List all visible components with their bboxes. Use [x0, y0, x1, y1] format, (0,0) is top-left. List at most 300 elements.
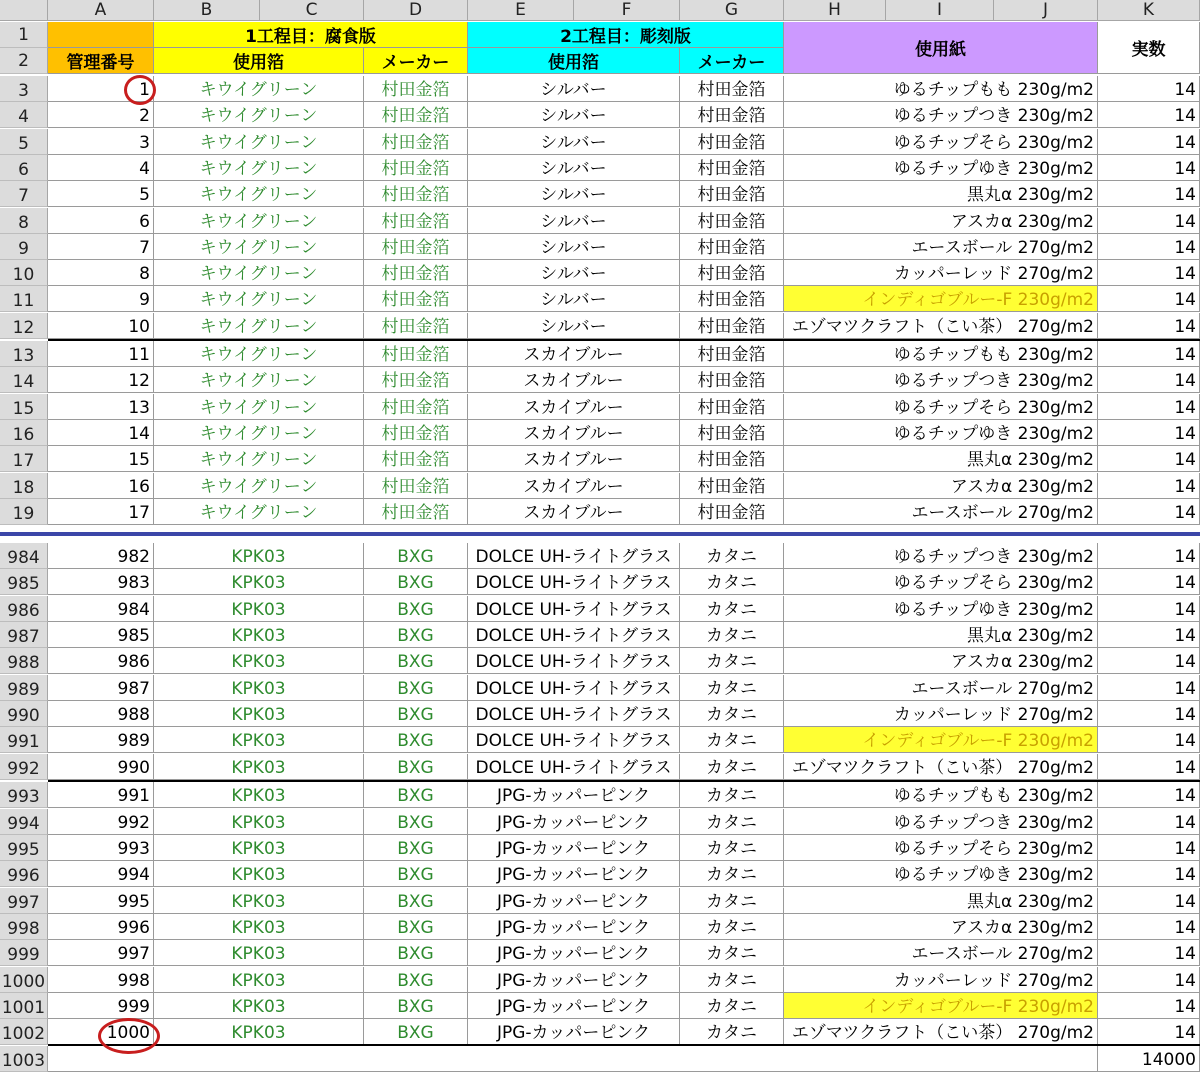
foil2-cell[interactable]: JPG-カッパーピンク — [468, 861, 680, 887]
foil1-cell[interactable]: キウイグリーン — [154, 260, 364, 286]
maker2-cell[interactable]: 村田金箔 — [680, 76, 784, 102]
paper-cell[interactable]: エースボール 270g/m2 — [784, 675, 1098, 701]
foil1-cell[interactable]: キウイグリーン — [154, 129, 364, 155]
foil1-cell[interactable]: キウイグリーン — [154, 367, 364, 393]
paper-cell[interactable]: エゾマツクラフト（こい茶） 270g/m2 — [784, 754, 1098, 780]
paper-cell[interactable]: ゆるチップもも 230g/m2 — [784, 76, 1098, 102]
row-header[interactable]: 991 — [0, 727, 48, 753]
paper-cell[interactable]: ゆるチップつき 230g/m2 — [784, 543, 1098, 569]
maker1-cell[interactable]: 村田金箔 — [364, 394, 468, 420]
maker2-cell[interactable]: カタニ — [680, 861, 784, 887]
foil2-cell[interactable]: JPG-カッパーピンク — [468, 835, 680, 861]
foil1-cell[interactable]: KPK03 — [154, 888, 364, 914]
qty-cell[interactable]: 14 — [1098, 782, 1200, 808]
qty-cell[interactable]: 14 — [1098, 648, 1200, 674]
maker1-cell[interactable]: 村田金箔 — [364, 129, 468, 155]
row-header[interactable]: 1000 — [0, 967, 48, 993]
row-header[interactable]: 995 — [0, 835, 48, 861]
row-header[interactable]: 987 — [0, 622, 48, 648]
foil2-cell[interactable]: シルバー — [468, 260, 680, 286]
row-header[interactable]: 18 — [0, 473, 48, 499]
row-header[interactable]: 1002 — [0, 1019, 48, 1045]
row-header[interactable]: 4 — [0, 102, 48, 128]
qty-cell[interactable]: 14 — [1098, 286, 1200, 312]
qty-cell[interactable]: 14 — [1098, 260, 1200, 286]
paper-cell[interactable]: ゆるチップゆき 230g/m2 — [784, 420, 1098, 446]
paper-cell[interactable]: カッパーレッド 270g/m2 — [784, 701, 1098, 727]
row-header[interactable]: 990 — [0, 701, 48, 727]
qty-cell[interactable]: 14 — [1098, 967, 1200, 993]
mgmt-no-cell[interactable]: 991 — [48, 782, 154, 808]
mgmt-no-cell[interactable]: 5 — [48, 181, 154, 207]
header-paper[interactable]: 使用紙 — [784, 22, 1098, 74]
maker1-cell[interactable]: BXG — [364, 1019, 468, 1045]
foil2-cell[interactable]: シルバー — [468, 234, 680, 260]
maker1-cell[interactable]: BXG — [364, 569, 468, 595]
maker1-cell[interactable]: BXG — [364, 782, 468, 808]
foil1-cell[interactable]: KPK03 — [154, 622, 364, 648]
mgmt-no-cell[interactable]: 993 — [48, 835, 154, 861]
row-header[interactable]: 989 — [0, 675, 48, 701]
foil1-cell[interactable]: キウイグリーン — [154, 446, 364, 472]
mgmt-no-cell[interactable]: 6 — [48, 208, 154, 234]
maker2-cell[interactable]: 村田金箔 — [680, 234, 784, 260]
paper-cell[interactable]: エースボール 270g/m2 — [784, 940, 1098, 966]
maker2-cell[interactable]: カタニ — [680, 993, 784, 1019]
maker1-cell[interactable]: BXG — [364, 967, 468, 993]
foil1-cell[interactable]: キウイグリーン — [154, 473, 364, 499]
maker1-cell[interactable]: BXG — [364, 940, 468, 966]
row-header[interactable]: 1 — [0, 22, 48, 48]
qty-cell[interactable]: 14 — [1098, 446, 1200, 472]
maker1-cell[interactable]: BXG — [364, 648, 468, 674]
paper-cell[interactable]: インディゴブルー-F 230g/m2 — [784, 286, 1098, 312]
qty-cell[interactable]: 14 — [1098, 102, 1200, 128]
foil1-cell[interactable]: KPK03 — [154, 727, 364, 753]
maker2-cell[interactable]: カタニ — [680, 940, 784, 966]
select-all-corner[interactable] — [0, 0, 48, 21]
row-header[interactable]: 17 — [0, 446, 48, 472]
maker1-cell[interactable]: BXG — [364, 861, 468, 887]
column-header-d[interactable]: D — [364, 0, 468, 21]
mgmt-no-cell[interactable]: 2 — [48, 102, 154, 128]
maker2-cell[interactable]: カタニ — [680, 835, 784, 861]
row-header[interactable]: 12 — [0, 313, 48, 339]
foil1-cell[interactable]: KPK03 — [154, 967, 364, 993]
maker2-cell[interactable]: 村田金箔 — [680, 155, 784, 181]
foil1-cell[interactable]: キウイグリーン — [154, 420, 364, 446]
mgmt-no-cell[interactable]: 999 — [48, 993, 154, 1019]
foil1-cell[interactable]: キウイグリーン — [154, 499, 364, 525]
qty-cell[interactable]: 14 — [1098, 76, 1200, 102]
mgmt-no-cell[interactable]: 1000 — [48, 1019, 154, 1045]
mgmt-no-cell[interactable]: 9 — [48, 286, 154, 312]
foil1-cell[interactable]: KPK03 — [154, 754, 364, 780]
column-header-i[interactable]: I — [886, 0, 994, 21]
paper-cell[interactable]: 黒丸α 230g/m2 — [784, 446, 1098, 472]
paper-cell[interactable]: エゾマツクラフト（こい茶） 270g/m2 — [784, 1019, 1098, 1045]
paper-cell[interactable]: ゆるチップつき 230g/m2 — [784, 367, 1098, 393]
maker1-cell[interactable]: BXG — [364, 727, 468, 753]
row-header[interactable]: 8 — [0, 208, 48, 234]
qty-cell[interactable]: 14 — [1098, 675, 1200, 701]
mgmt-no-cell[interactable]: 990 — [48, 754, 154, 780]
row-header[interactable]: 988 — [0, 648, 48, 674]
paper-cell[interactable]: カッパーレッド 270g/m2 — [784, 260, 1098, 286]
foil2-cell[interactable]: DOLCE UH-ライトグラス — [468, 727, 680, 753]
maker2-cell[interactable]: 村田金箔 — [680, 313, 784, 339]
row-header[interactable]: 11 — [0, 286, 48, 312]
row-header[interactable]: 986 — [0, 596, 48, 622]
paper-cell[interactable]: アスカα 230g/m2 — [784, 473, 1098, 499]
foil2-cell[interactable]: シルバー — [468, 286, 680, 312]
maker1-cell[interactable]: 村田金箔 — [364, 420, 468, 446]
maker2-cell[interactable]: カタニ — [680, 888, 784, 914]
maker1-cell[interactable]: 村田金箔 — [364, 499, 468, 525]
row-header[interactable]: 14 — [0, 367, 48, 393]
foil1-cell[interactable]: キウイグリーン — [154, 394, 364, 420]
row-header[interactable]: 10 — [0, 260, 48, 286]
qty-cell[interactable]: 14 — [1098, 914, 1200, 940]
qty-cell[interactable]: 14 — [1098, 473, 1200, 499]
mgmt-no-cell[interactable]: 3 — [48, 129, 154, 155]
mgmt-no-cell[interactable]: 997 — [48, 940, 154, 966]
mgmt-no-cell[interactable]: 983 — [48, 569, 154, 595]
foil1-cell[interactable]: キウイグリーン — [154, 76, 364, 102]
maker1-cell[interactable]: 村田金箔 — [364, 76, 468, 102]
maker1-cell[interactable]: BXG — [364, 835, 468, 861]
foil2-cell[interactable]: DOLCE UH-ライトグラス — [468, 648, 680, 674]
foil1-cell[interactable]: キウイグリーン — [154, 208, 364, 234]
maker2-cell[interactable]: 村田金箔 — [680, 420, 784, 446]
foil1-cell[interactable]: KPK03 — [154, 993, 364, 1019]
maker1-cell[interactable]: BXG — [364, 809, 468, 835]
qty-cell[interactable]: 14 — [1098, 835, 1200, 861]
foil2-cell[interactable]: シルバー — [468, 155, 680, 181]
row-header[interactable]: 19 — [0, 499, 48, 525]
qty-cell[interactable]: 14 — [1098, 940, 1200, 966]
paper-cell[interactable]: ゆるチップそら 230g/m2 — [784, 394, 1098, 420]
mgmt-no-cell[interactable]: 987 — [48, 675, 154, 701]
freeze-pane-split-bar[interactable] — [0, 532, 1200, 536]
maker1-cell[interactable]: BXG — [364, 914, 468, 940]
foil1-cell[interactable]: キウイグリーン — [154, 313, 364, 339]
foil1-cell[interactable]: キウイグリーン — [154, 181, 364, 207]
foil2-cell[interactable]: スカイブルー — [468, 420, 680, 446]
qty-cell[interactable]: 14 — [1098, 181, 1200, 207]
foil1-cell[interactable]: KPK03 — [154, 809, 364, 835]
foil2-cell[interactable]: JPG-カッパーピンク — [468, 993, 680, 1019]
mgmt-no-cell[interactable]: 13 — [48, 394, 154, 420]
qty-cell[interactable]: 14 — [1098, 367, 1200, 393]
foil2-cell[interactable]: DOLCE UH-ライトグラス — [468, 675, 680, 701]
paper-cell[interactable]: ゆるチップゆき 230g/m2 — [784, 155, 1098, 181]
mgmt-no-cell[interactable]: 8 — [48, 260, 154, 286]
maker2-cell[interactable]: カタニ — [680, 782, 784, 808]
qty-cell[interactable]: 14 — [1098, 129, 1200, 155]
foil2-cell[interactable]: スカイブルー — [468, 367, 680, 393]
row-header[interactable]: 984 — [0, 543, 48, 569]
row-header[interactable]: 3 — [0, 76, 48, 102]
maker1-cell[interactable]: BXG — [364, 543, 468, 569]
paper-cell[interactable]: ゆるチップゆき 230g/m2 — [784, 596, 1098, 622]
foil2-cell[interactable]: DOLCE UH-ライトグラス — [468, 569, 680, 595]
qty-cell[interactable]: 14 — [1098, 754, 1200, 780]
paper-cell[interactable]: ゆるチップもも 230g/m2 — [784, 341, 1098, 367]
foil2-cell[interactable]: DOLCE UH-ライトグラス — [468, 754, 680, 780]
header-process2[interactable]: 2工程目：彫刻版 — [468, 22, 784, 48]
paper-cell[interactable]: エースボール 270g/m2 — [784, 499, 1098, 525]
foil2-cell[interactable]: DOLCE UH-ライトグラス — [468, 701, 680, 727]
mgmt-no-cell[interactable]: 984 — [48, 596, 154, 622]
mgmt-no-cell[interactable]: 15 — [48, 446, 154, 472]
row-header[interactable]: 992 — [0, 754, 48, 780]
maker2-cell[interactable]: 村田金箔 — [680, 102, 784, 128]
foil2-cell[interactable]: JPG-カッパーピンク — [468, 782, 680, 808]
foil1-cell[interactable]: KPK03 — [154, 596, 364, 622]
qty-cell[interactable]: 14 — [1098, 569, 1200, 595]
total-qty-cell[interactable]: 14000 — [1098, 1046, 1200, 1072]
qty-cell[interactable]: 14 — [1098, 861, 1200, 887]
header-foil1[interactable]: 使用箔 — [154, 48, 364, 74]
row-header[interactable]: 994 — [0, 809, 48, 835]
row-header[interactable]: 13 — [0, 341, 48, 367]
paper-cell[interactable]: ゆるチップそら 230g/m2 — [784, 129, 1098, 155]
qty-cell[interactable]: 14 — [1098, 155, 1200, 181]
foil1-cell[interactable]: キウイグリーン — [154, 286, 364, 312]
header-maker1[interactable]: メーカー — [364, 48, 468, 74]
header-maker2[interactable]: メーカー — [680, 48, 784, 74]
mgmt-no-cell[interactable]: 1 — [48, 76, 154, 102]
foil2-cell[interactable]: JPG-カッパーピンク — [468, 914, 680, 940]
qty-cell[interactable]: 14 — [1098, 1019, 1200, 1045]
header-cell-blank[interactable] — [48, 22, 154, 48]
maker1-cell[interactable]: 村田金箔 — [364, 286, 468, 312]
qty-cell[interactable]: 14 — [1098, 420, 1200, 446]
paper-cell[interactable]: ゆるチップもも 230g/m2 — [784, 782, 1098, 808]
maker1-cell[interactable]: 村田金箔 — [364, 367, 468, 393]
maker1-cell[interactable]: 村田金箔 — [364, 341, 468, 367]
paper-cell[interactable]: ゆるチップつき 230g/m2 — [784, 102, 1098, 128]
maker2-cell[interactable]: カタニ — [680, 1019, 784, 1045]
maker2-cell[interactable]: カタニ — [680, 648, 784, 674]
row-header[interactable]: 999 — [0, 940, 48, 966]
mgmt-no-cell[interactable]: 7 — [48, 234, 154, 260]
column-header-k[interactable]: K — [1098, 0, 1200, 21]
paper-cell[interactable]: 黒丸α 230g/m2 — [784, 622, 1098, 648]
row-header[interactable]: 997 — [0, 888, 48, 914]
foil2-cell[interactable]: DOLCE UH-ライトグラス — [468, 596, 680, 622]
maker2-cell[interactable]: 村田金箔 — [680, 367, 784, 393]
paper-cell[interactable]: アスカα 230g/m2 — [784, 208, 1098, 234]
maker2-cell[interactable]: 村田金箔 — [680, 286, 784, 312]
maker2-cell[interactable]: カタニ — [680, 675, 784, 701]
foil2-cell[interactable]: シルバー — [468, 208, 680, 234]
column-header-c[interactable]: C — [260, 0, 364, 21]
foil1-cell[interactable]: KPK03 — [154, 1019, 364, 1045]
foil2-cell[interactable]: スカイブルー — [468, 341, 680, 367]
foil1-cell[interactable]: KPK03 — [154, 675, 364, 701]
column-header-j[interactable]: J — [994, 0, 1098, 21]
maker1-cell[interactable]: 村田金箔 — [364, 102, 468, 128]
foil2-cell[interactable]: JPG-カッパーピンク — [468, 809, 680, 835]
maker1-cell[interactable]: BXG — [364, 701, 468, 727]
foil2-cell[interactable]: JPG-カッパーピンク — [468, 888, 680, 914]
maker2-cell[interactable]: カタニ — [680, 809, 784, 835]
qty-cell[interactable]: 14 — [1098, 701, 1200, 727]
foil2-cell[interactable]: スカイブルー — [468, 499, 680, 525]
row-header[interactable]: 7 — [0, 181, 48, 207]
maker1-cell[interactable]: 村田金箔 — [364, 234, 468, 260]
mgmt-no-cell[interactable]: 16 — [48, 473, 154, 499]
column-header-e[interactable]: E — [468, 0, 574, 21]
qty-cell[interactable]: 14 — [1098, 341, 1200, 367]
maker2-cell[interactable]: カタニ — [680, 543, 784, 569]
mgmt-no-cell[interactable]: 4 — [48, 155, 154, 181]
column-header-h[interactable]: H — [784, 0, 886, 21]
maker1-cell[interactable]: 村田金箔 — [364, 208, 468, 234]
foil2-cell[interactable]: JPG-カッパーピンク — [468, 967, 680, 993]
qty-cell[interactable]: 14 — [1098, 622, 1200, 648]
mgmt-no-cell[interactable]: 998 — [48, 967, 154, 993]
qty-cell[interactable]: 14 — [1098, 888, 1200, 914]
column-header-a[interactable]: A — [48, 0, 154, 21]
qty-cell[interactable]: 14 — [1098, 313, 1200, 339]
foil2-cell[interactable]: JPG-カッパーピンク — [468, 940, 680, 966]
mgmt-no-cell[interactable]: 982 — [48, 543, 154, 569]
mgmt-no-cell[interactable]: 986 — [48, 648, 154, 674]
mgmt-no-cell[interactable]: 992 — [48, 809, 154, 835]
header-qty[interactable]: 実数 — [1098, 22, 1200, 74]
row-header[interactable]: 2 — [0, 48, 48, 74]
qty-cell[interactable]: 14 — [1098, 208, 1200, 234]
mgmt-no-cell[interactable]: 996 — [48, 914, 154, 940]
maker2-cell[interactable]: 村田金箔 — [680, 129, 784, 155]
maker1-cell[interactable]: BXG — [364, 888, 468, 914]
paper-cell[interactable]: 黒丸α 230g/m2 — [784, 181, 1098, 207]
mgmt-no-cell[interactable]: 10 — [48, 313, 154, 339]
foil1-cell[interactable]: キウイグリーン — [154, 341, 364, 367]
mgmt-no-cell[interactable]: 17 — [48, 499, 154, 525]
paper-cell[interactable]: カッパーレッド 270g/m2 — [784, 967, 1098, 993]
foil1-cell[interactable]: KPK03 — [154, 914, 364, 940]
header-process1[interactable]: 1工程目：腐食版 — [154, 22, 468, 48]
row-header[interactable]: 993 — [0, 782, 48, 808]
foil2-cell[interactable]: シルバー — [468, 76, 680, 102]
foil1-cell[interactable]: キウイグリーン — [154, 155, 364, 181]
paper-cell[interactable]: 黒丸α 230g/m2 — [784, 888, 1098, 914]
row-header[interactable]: 16 — [0, 420, 48, 446]
qty-cell[interactable]: 14 — [1098, 543, 1200, 569]
maker2-cell[interactable]: カタニ — [680, 701, 784, 727]
qty-cell[interactable]: 14 — [1098, 727, 1200, 753]
row-header[interactable]: 6 — [0, 155, 48, 181]
foil2-cell[interactable]: DOLCE UH-ライトグラス — [468, 622, 680, 648]
qty-cell[interactable]: 14 — [1098, 234, 1200, 260]
paper-cell[interactable]: アスカα 230g/m2 — [784, 648, 1098, 674]
mgmt-no-cell[interactable]: 995 — [48, 888, 154, 914]
maker2-cell[interactable]: カタニ — [680, 914, 784, 940]
mgmt-no-cell[interactable]: 989 — [48, 727, 154, 753]
paper-cell[interactable]: ゆるチップそら 230g/m2 — [784, 569, 1098, 595]
mgmt-no-cell[interactable]: 11 — [48, 341, 154, 367]
foil2-cell[interactable]: スカイブルー — [468, 473, 680, 499]
maker1-cell[interactable]: BXG — [364, 675, 468, 701]
foil2-cell[interactable]: シルバー — [468, 102, 680, 128]
paper-cell[interactable]: アスカα 230g/m2 — [784, 914, 1098, 940]
row-header[interactable]: 15 — [0, 394, 48, 420]
maker1-cell[interactable]: BXG — [364, 754, 468, 780]
maker1-cell[interactable]: 村田金箔 — [364, 313, 468, 339]
maker1-cell[interactable]: 村田金箔 — [364, 473, 468, 499]
maker1-cell[interactable]: 村田金箔 — [364, 181, 468, 207]
foil2-cell[interactable]: DOLCE UH-ライトグラス — [468, 543, 680, 569]
mgmt-no-cell[interactable]: 994 — [48, 861, 154, 887]
maker2-cell[interactable]: 村田金箔 — [680, 394, 784, 420]
paper-cell[interactable]: インディゴブルー-F 230g/m2 — [784, 993, 1098, 1019]
maker2-cell[interactable]: 村田金箔 — [680, 473, 784, 499]
foil2-cell[interactable]: JPG-カッパーピンク — [468, 1019, 680, 1045]
row-header[interactable]: 5 — [0, 129, 48, 155]
row-header[interactable]: 985 — [0, 569, 48, 595]
header-mgmt-no[interactable]: 管理番号 — [48, 48, 154, 74]
foil2-cell[interactable]: スカイブルー — [468, 394, 680, 420]
qty-cell[interactable]: 14 — [1098, 993, 1200, 1019]
column-header-g[interactable]: G — [680, 0, 784, 21]
maker2-cell[interactable]: 村田金箔 — [680, 208, 784, 234]
header-foil2[interactable]: 使用箔 — [468, 48, 680, 74]
foil1-cell[interactable]: KPK03 — [154, 648, 364, 674]
mgmt-no-cell[interactable]: 988 — [48, 701, 154, 727]
paper-cell[interactable]: エースボール 270g/m2 — [784, 234, 1098, 260]
row-header[interactable]: 1001 — [0, 993, 48, 1019]
foil2-cell[interactable]: シルバー — [468, 129, 680, 155]
foil1-cell[interactable]: KPK03 — [154, 543, 364, 569]
maker1-cell[interactable]: BXG — [364, 596, 468, 622]
qty-cell[interactable]: 14 — [1098, 394, 1200, 420]
foil1-cell[interactable]: KPK03 — [154, 569, 364, 595]
foil2-cell[interactable]: スカイブルー — [468, 446, 680, 472]
foil1-cell[interactable]: KPK03 — [154, 782, 364, 808]
maker1-cell[interactable]: 村田金箔 — [364, 446, 468, 472]
maker2-cell[interactable]: 村田金箔 — [680, 446, 784, 472]
foil1-cell[interactable]: KPK03 — [154, 940, 364, 966]
paper-cell[interactable]: ゆるチップゆき 230g/m2 — [784, 861, 1098, 887]
row-header[interactable]: 9 — [0, 234, 48, 260]
foil1-cell[interactable]: キウイグリーン — [154, 234, 364, 260]
qty-cell[interactable]: 14 — [1098, 809, 1200, 835]
maker1-cell[interactable]: 村田金箔 — [364, 155, 468, 181]
paper-cell[interactable]: ゆるチップつき 230g/m2 — [784, 809, 1098, 835]
total-blank-cell[interactable] — [48, 1046, 1098, 1072]
column-header-b[interactable]: B — [154, 0, 260, 21]
maker1-cell[interactable]: BXG — [364, 993, 468, 1019]
row-header[interactable]: 996 — [0, 861, 48, 887]
row-header[interactable]: 998 — [0, 914, 48, 940]
maker2-cell[interactable]: カタニ — [680, 727, 784, 753]
foil2-cell[interactable]: シルバー — [468, 313, 680, 339]
mgmt-no-cell[interactable]: 985 — [48, 622, 154, 648]
maker1-cell[interactable]: BXG — [364, 622, 468, 648]
maker1-cell[interactable]: 村田金箔 — [364, 260, 468, 286]
maker2-cell[interactable]: カタニ — [680, 596, 784, 622]
maker2-cell[interactable]: 村田金箔 — [680, 181, 784, 207]
row-header[interactable]: 1003 — [0, 1046, 48, 1072]
paper-cell[interactable]: インディゴブルー-F 230g/m2 — [784, 727, 1098, 753]
foil1-cell[interactable]: KPK03 — [154, 861, 364, 887]
maker2-cell[interactable]: カタニ — [680, 967, 784, 993]
maker2-cell[interactable]: 村田金箔 — [680, 341, 784, 367]
